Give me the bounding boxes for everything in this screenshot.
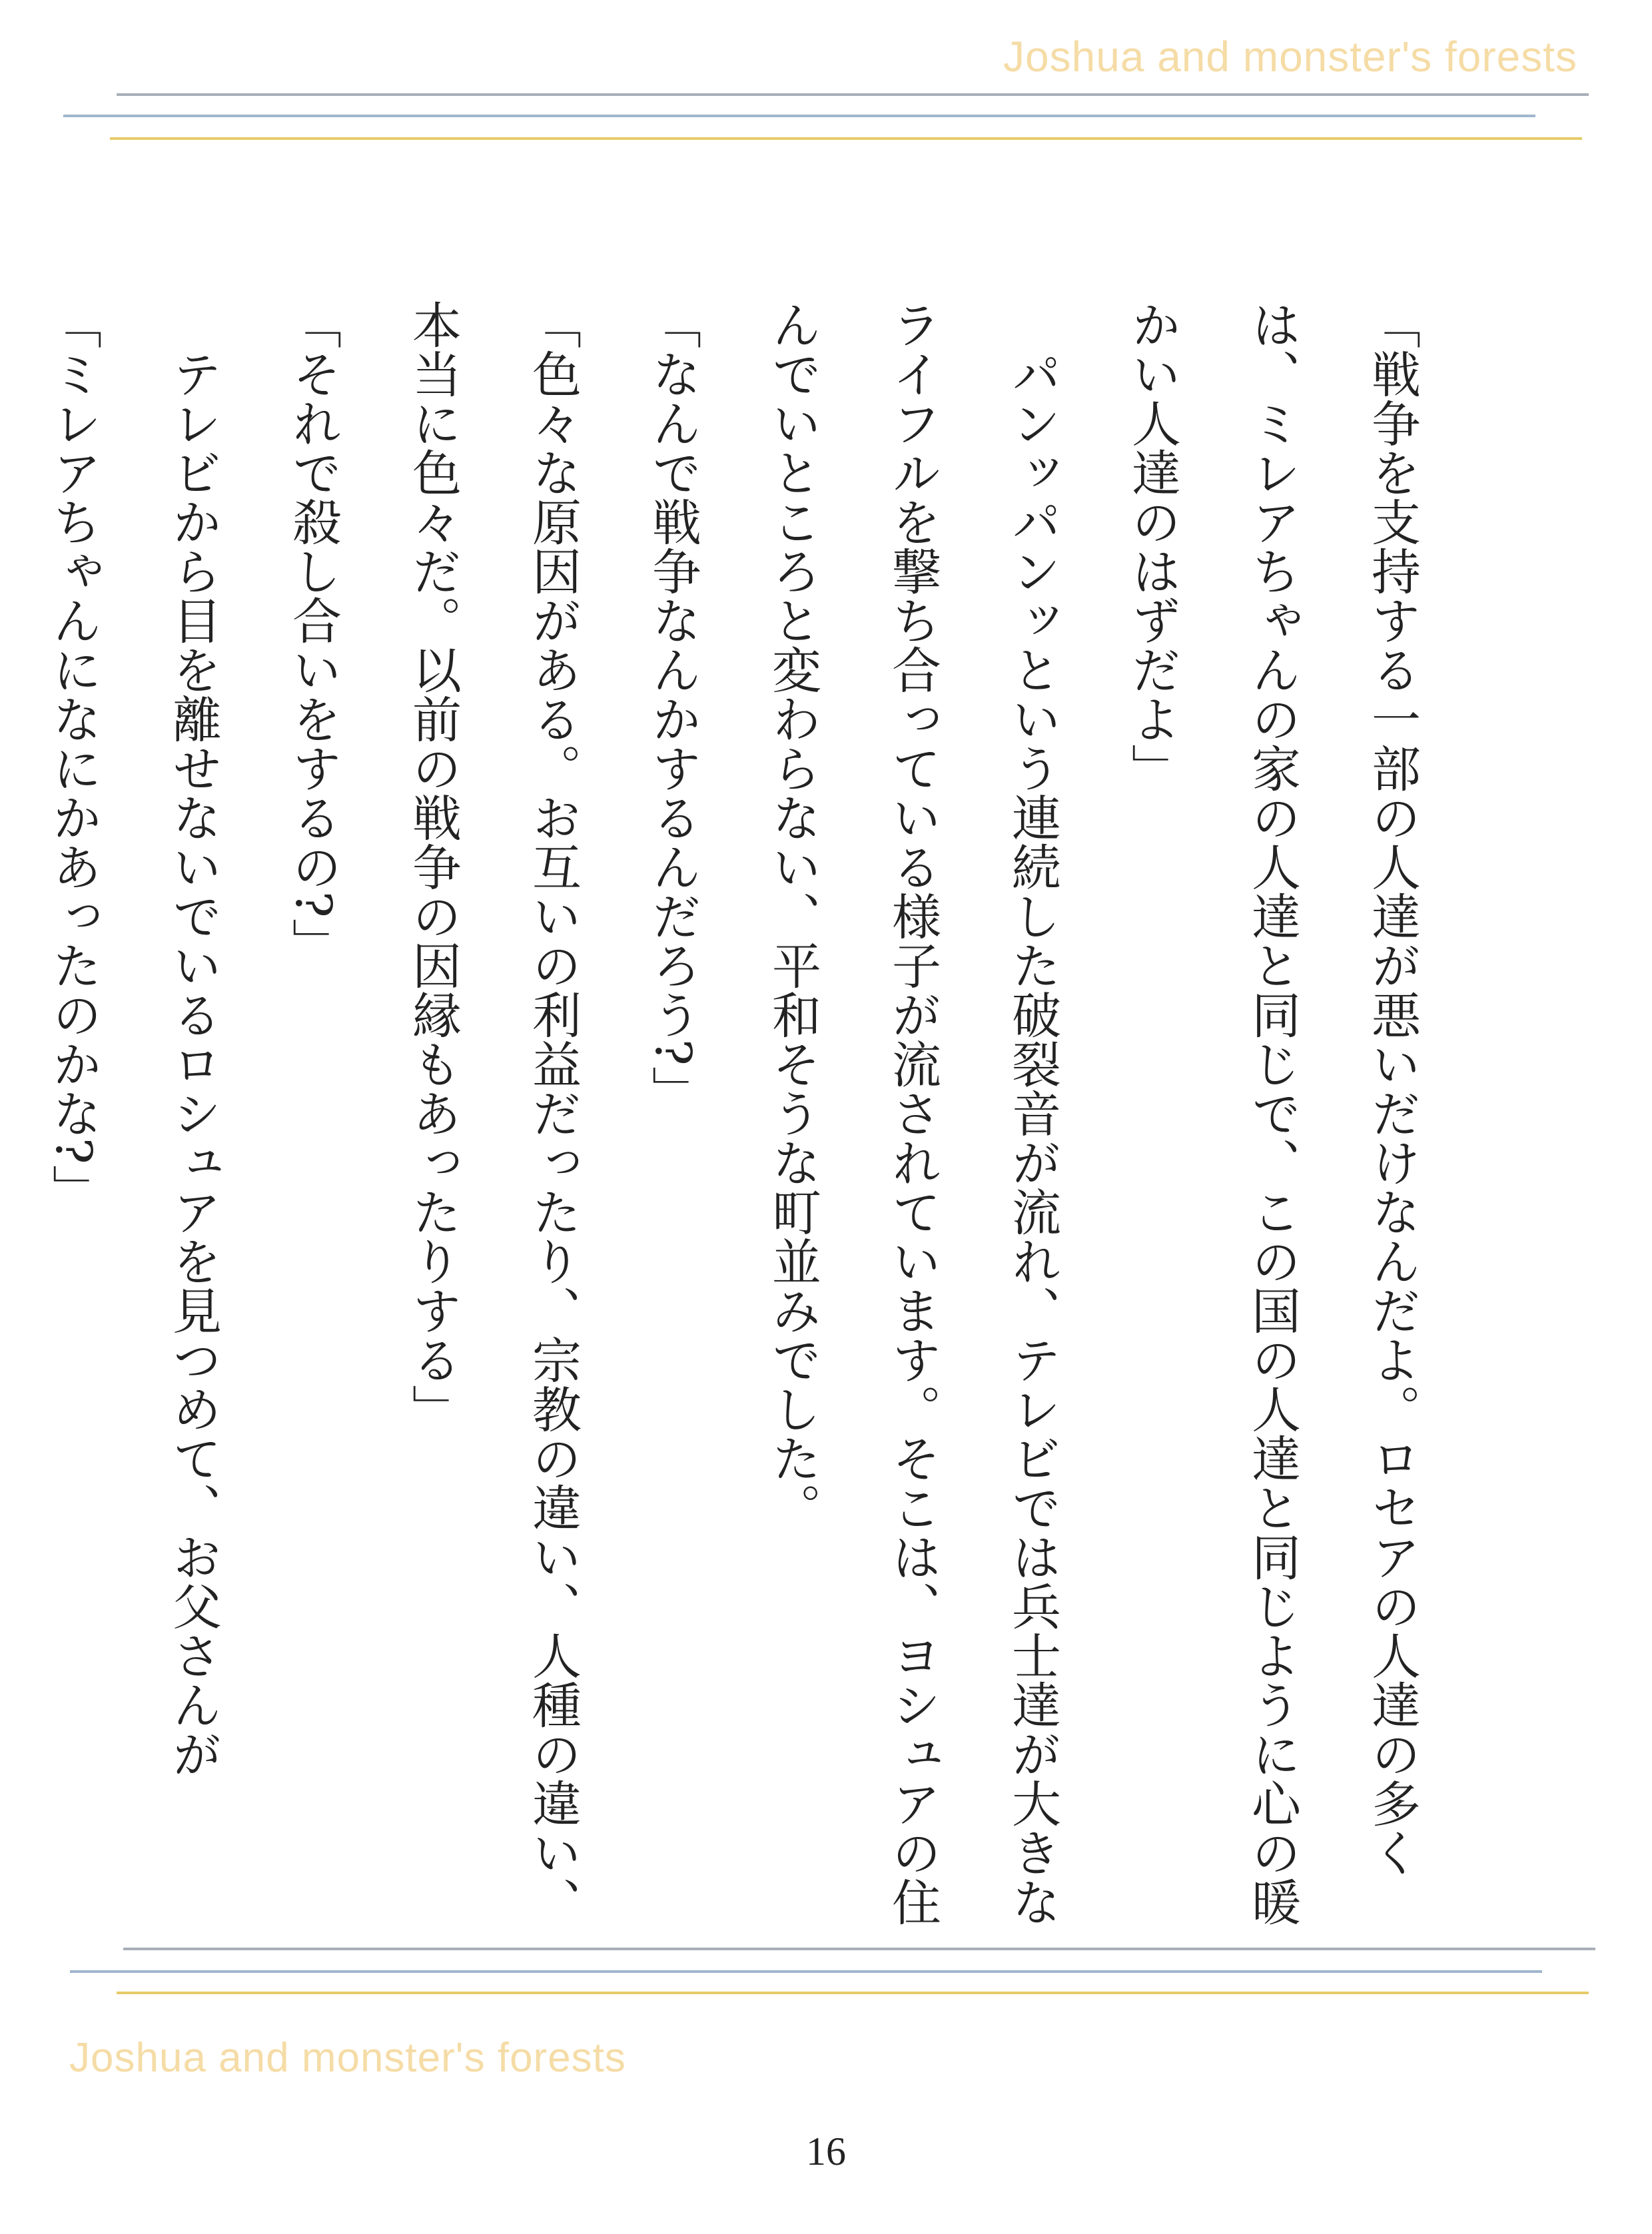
header-rule-gray (117, 93, 1589, 96)
paragraph: 「色々な原因がある。お互いの利益だったり、宗教の違い、人種の違い、本当に色々だ。以前の戦争の因縁もあったりする」 (404, 300, 582, 1926)
footer-title: Joshua and monster's forests (69, 2035, 626, 2081)
paragraph: テレビから目を離せないでいるロシュアを見つめて、お父さんが (165, 300, 222, 1778)
vertical-body-text (45, 300, 1452, 1952)
footer-rule-gold (117, 1992, 1589, 1994)
header-rule-gold (110, 137, 1582, 140)
paragraph (0, 300, 13, 1952)
footer-rule-blue (70, 1970, 1542, 1973)
paragraph: 「ミレアちゃんになにかあったのかな?」 (45, 300, 102, 1214)
footer-rule-gray (123, 1948, 1595, 1950)
header-rule-blue (63, 115, 1535, 117)
paragraph: 「なんで戦争なんかするんだろう?」 (644, 300, 701, 1115)
paragraph: 「戦争を支持する一部の人達が悪いだけなんだよ。ロセアの人達の多くは、ミレアちゃんの家の人達と同じで、この国の人達と同じように心の暖かい人達のはずだよ」 (1124, 300, 1421, 1926)
paragraph: 「それで殺し合いをするの?」 (284, 300, 342, 967)
paragraph: パンッパンッという連続した破裂音が流れ、テレビでは兵士達が大きなライフルを撃ち合っている様子が流されています。そこは、ヨシュアの住んでいところと変わらない、平和そうな町並みでした。 (764, 300, 1061, 1926)
page-number: 16 (806, 2129, 846, 2173)
header-title: Joshua and monster's forests (1003, 33, 1577, 81)
